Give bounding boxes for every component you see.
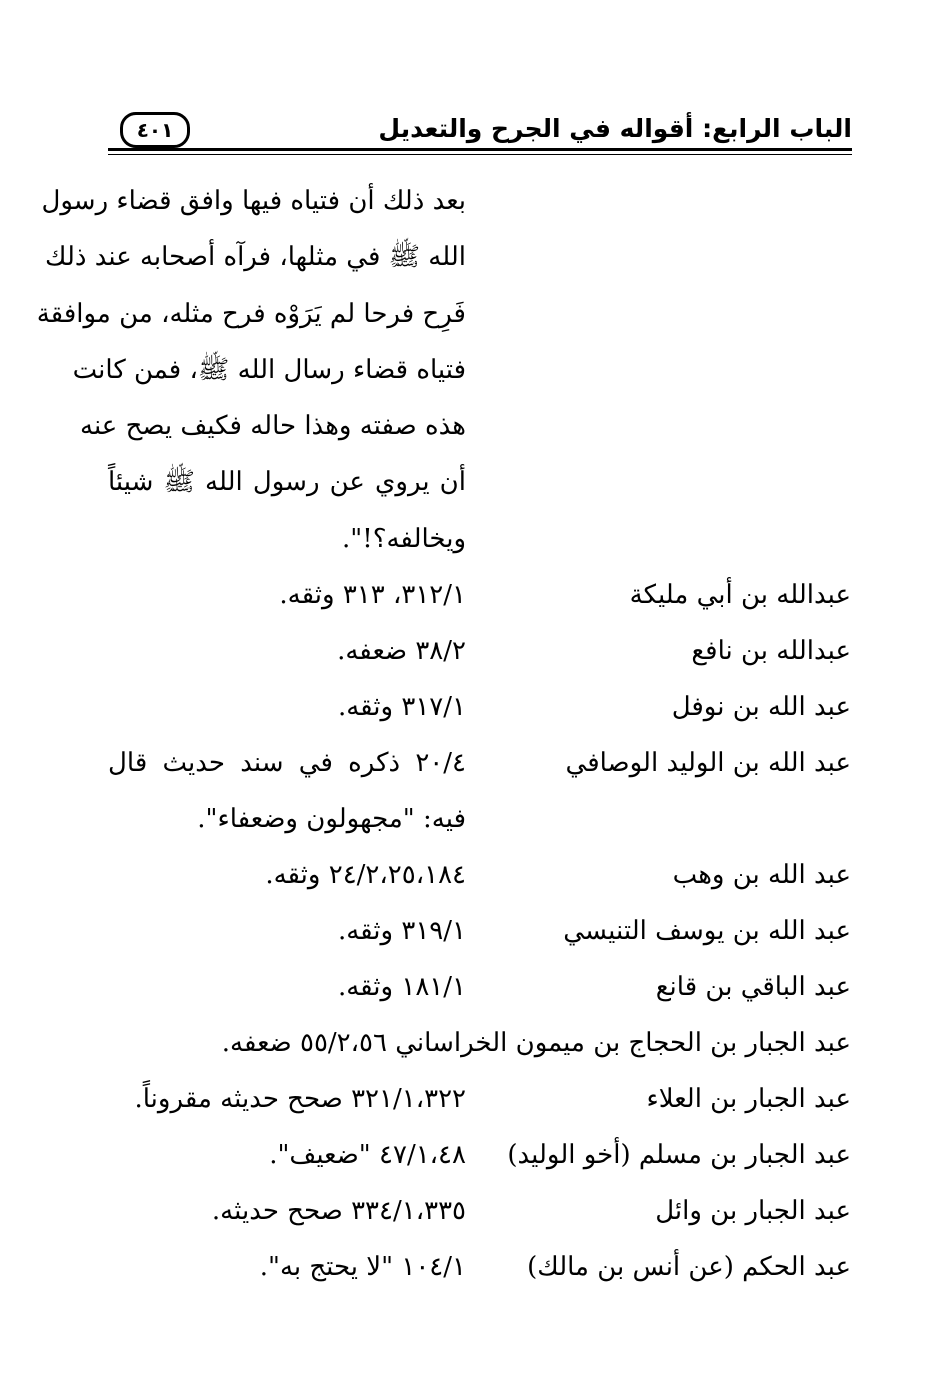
narrator-name: عبد الله بن نوفل — [671, 692, 851, 722]
narrator-ref: ٣١٧/١ وثقه. — [337, 692, 466, 722]
narrator-ref: ٤٧/١،٤٨ "ضعيف". — [269, 1140, 466, 1170]
paragraph-line: ويخالفه؟!". — [342, 524, 466, 554]
narrator-name: عبد الله بن وهب — [672, 860, 851, 890]
header-rule-thin — [108, 154, 852, 155]
narrator-name: عبدالله بن أبي مليكة — [629, 580, 851, 610]
narrator-ref: ٢٤/٢،٢٥،١٨٤ وثقه. — [265, 860, 466, 890]
narrator-name: عبد الحكم (عن أنس بن مالك) — [527, 1252, 851, 1282]
paragraph-line: هذه صفته وهذا حاله فكيف يصح عنه — [80, 411, 466, 441]
narrator-name: عبد الجبار بن مسلم (أخو الوليد) — [507, 1140, 851, 1170]
narrator-name: عبد الجبار بن وائل — [655, 1196, 851, 1226]
narrator-ref: ٣٨/٢ ضعفه. — [337, 636, 466, 666]
narrator-ref: ١٨١/١ وثقه. — [337, 972, 466, 1002]
paragraph-line: بعد ذلك أن فتياه فيها وافق قضاء رسول — [41, 186, 466, 216]
narrator-name: عبد الباقي بن قانع — [655, 972, 851, 1002]
narrator-full-entry: عبد الجبار بن الحجاج بن ميمون الخراساني ٥٥/٢،٥٦ ضعفه. — [221, 1028, 851, 1058]
paragraph-line: أن يروي عن رسول الله ﷺ شيئاً — [108, 467, 466, 497]
page-number-badge: ٤٠١ — [120, 112, 190, 148]
narrator-ref: ٣٢١/١،٣٢٢ صحح حديثه مقروناً. — [134, 1084, 466, 1114]
narrator-name: عبد الله بن الوليد الوصافي — [565, 748, 851, 778]
narrator-name: عبدالله بن نافع — [691, 636, 851, 666]
narrator-name: عبد الجبار بن العلاء — [646, 1084, 851, 1114]
paragraph-line: فتياه قضاء رسال الله ﷺ، فمن كانت — [72, 355, 466, 385]
narrator-ref: ٣٣٤/١،٣٣٥ صحح حديثه. — [211, 1196, 466, 1226]
narrator-ref-continued: فيه: "مجهولون وضعفاء". — [197, 804, 466, 834]
narrator-ref: ٣١٩/١ وثقه. — [337, 916, 466, 946]
narrator-ref: ١٠٤/١ "لا يحتج به". — [259, 1252, 466, 1282]
paragraph-line: الله ﷺ في مثلها، فرآه أصحابه عند ذلك — [45, 242, 466, 272]
narrator-ref: ٢٠/٤ ذكره في سند حديث قال — [108, 748, 466, 778]
narrator-name: عبد الله بن يوسف التنيسي — [563, 916, 851, 946]
narrator-ref: ٣١٢/١، ٣١٣ وثقه. — [279, 580, 466, 610]
header-rule-thick — [108, 148, 852, 151]
chapter-title: الباب الرابع: أقواله في الجرح والتعديل — [378, 114, 852, 143]
paragraph-line: فَرِح فرحا لم يَرَوْه فرح مثله، من موافقة — [36, 299, 466, 329]
